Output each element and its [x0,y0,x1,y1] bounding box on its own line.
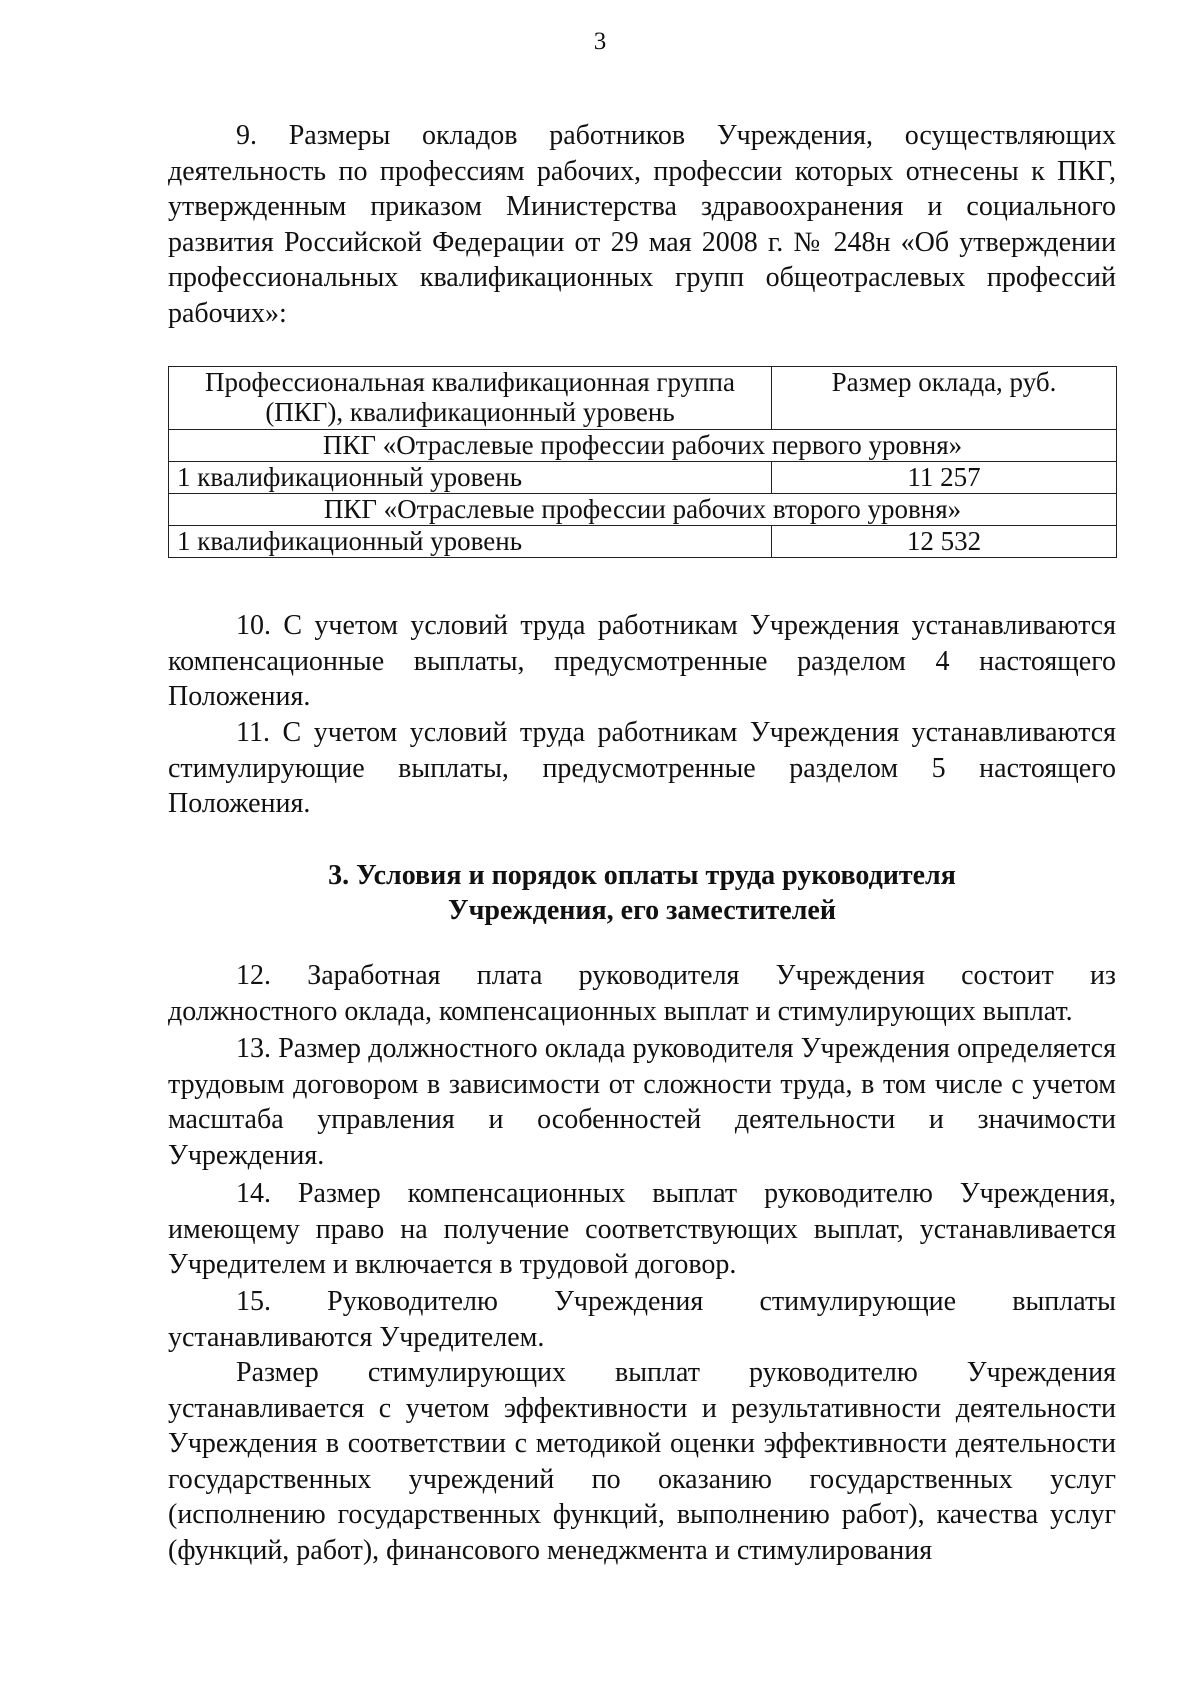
qualification-level: 1 квалификационный уровень [169,462,772,494]
paragraph-10: 10. С учетом условий труда работникам Учреждения устанавливаются компенсационные выплаты, предусмотренные разделом 4 настоящего Положения. [168,610,1116,712]
group-title: ПКГ «Отраслевые профессии рабочих второго уровня» [169,494,1117,526]
paragraph-15: 15. Руководителю Учреждения стимулирующие выплаты устанавливаются Учредителем. [168,1286,1116,1353]
table-row [169,462,1117,494]
page-number: 3 [593,28,607,55]
table-header-row [169,367,1117,430]
section-heading [168,858,1116,928]
table-row [169,526,1117,558]
paragraph-11: 11. С учетом условий труда работникам Учреждения устанавливаются стимулирующие выплаты, предусмотренные разделом 5 настоящего Положения. [168,717,1116,819]
group-title: ПКГ «Отраслевые профессии рабочих первого уровня» [169,430,1117,462]
paragraph-15-continuation: Размер стимулирующих выплат руководителю Учреждения устанавливается с учетом эффективности и результативности деятельности Учреждения в соответствии с методикой оценки эффективности деятельности государственных учреждений по оказанию государственных услуг (исполнению государственных функций, выполнению работ), качества услуг (функций, работ), финансового менеджмента и стимулирования [168,1357,1116,1566]
paragraph-14: 14. Размер компенсационных выплат руководителю Учреждения, имеющему право на получение соответствующих выплат, устанавливается Учредителем и включается в трудовой договор. [168,1178,1116,1280]
header-group-level: Профессиональная квалификационная группа (ПКГ), квалификационный уровень [169,367,772,430]
paragraph-12: 12. Заработная плата руководителя Учреждения состоит из должностного оклада, компенсационных выплат и стимулирующих выплат. [168,960,1116,1027]
salary-value: 11 257 [772,462,1117,494]
salary-table [168,366,1117,558]
header-salary: Размер оклада, руб. [772,367,1117,430]
section-heading-line-1: 3. Условия и порядок оплаты труда руководителя [328,860,956,891]
section-heading-line-2: Учреждения, его заместителей [448,895,836,926]
paragraph-9: 9. Размеры окладов работников Учреждения, осуществляющих деятельность по профессиям рабочих, профессии которых отнесены к ПКГ, утвержденным приказом Министерства здравоохранения и социального развития Российской Федерации от 29 мая 2008 г. № 248н «Об утверждении профессиональных квалификационных групп общеотраслевых профессий рабочих»: [168,120,1116,329]
qualification-level: 1 квалификационный уровень [169,526,772,558]
table-group-row [169,430,1117,462]
table-group-row [169,494,1117,526]
salary-value: 12 532 [772,526,1117,558]
paragraph-13: 13. Размер должностного оклада руководителя Учреждения определяется трудовым договором в зависимости от сложности труда, в том числе с учетом масштаба управления и особенностей деятельности и значимости Учреждения. [168,1033,1116,1171]
